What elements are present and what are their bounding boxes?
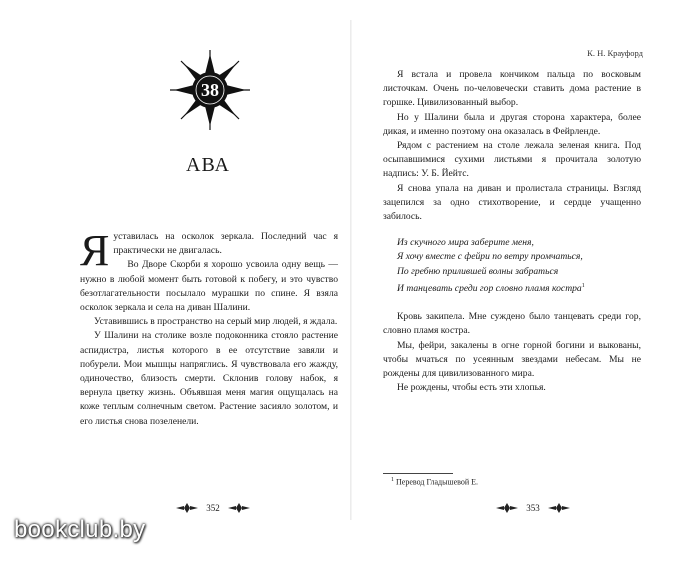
poem-line: Я хочу вместе с фейри по ветру промчаться, [397, 251, 583, 263]
paragraph: Мы, фейри, закалены в огне горной богини и выкованы, чтобы мчаться по усеянным звездами небесам. Мы не рождены для цивилизованного мира. [383, 339, 641, 380]
poem-line: По гребню прилившей волны забраться [397, 265, 559, 277]
ornament-icon [548, 503, 570, 513]
chapter-emblem [168, 48, 252, 132]
paragraph: Во Дворе Скорби я хорошо усвоила одну вещь — нужно в любой момент быть готовой к побегу, и это чувство безотлагательности посылало мурашки по спине. Я взяла осколок зеркала и села на диван Шалини. [80, 259, 338, 314]
ornament-icon [176, 503, 198, 513]
chapter-number: 38 [201, 80, 219, 100]
right-body-text [383, 68, 641, 395]
page-number: 352 [206, 502, 220, 513]
book-spine [350, 20, 352, 520]
poem-line: Из скучного мира заберите меня, [397, 237, 534, 249]
running-head: К. Н. Крауфорд [587, 48, 643, 58]
paragraph: Я снова упала на диван и пролистала страницы. Взгляд зацепился за одно стихотворение, и сердце учащенно забилось. [383, 182, 641, 223]
paragraph: Я уставилась на осколок зеркала. Последний час я практически не двигалась. [80, 226, 338, 275]
ornament-icon [228, 503, 250, 513]
left-page-folio [143, 502, 283, 513]
chapter-title: АВА [186, 154, 230, 176]
paragraph: Не рождены, чтобы есть эти хлопья. [397, 382, 546, 394]
drop-cap: Я [80, 226, 110, 275]
paragraph: Рядом с растением на столе лежала зеленая книга. Под осыпавшимися сухими листьями я прочитала золотую надпись: У. Б. Йейтс. [383, 140, 641, 180]
watermark: bookclub.by [14, 516, 146, 543]
right-page-folio [463, 502, 603, 513]
paragraph: Уставившись в пространство на серый мир людей, я ждала. [94, 316, 338, 328]
right-page [383, 20, 643, 520]
poem-quote [383, 236, 641, 296]
footnote-marker: 1 [581, 282, 585, 289]
footnote: $^1$ Перевод Гладышевой Е. [391, 477, 479, 487]
paragraph: Но у Шалини была и другая сторона характера, более дикая, и именно поэтому она оказалась в Фейрленде. [383, 111, 641, 137]
page-number: 353 [526, 502, 540, 513]
ornament-icon [496, 503, 518, 513]
paragraph: У Шалини на столике возле подоконника стояло растение аспидистра, листья которого в ее отсутствие завяли и побурели. Мои мышцы напряглись. Я чувствовала его жажду, одиночество, близость смерти. Склонив голову набок, я вернула цветку жизнь. Объявшая меня магия ощущалась на коже теплым солнечным светом. Растение засияло золотом, и его листья снова позеленели. [80, 330, 338, 427]
left-body-text [80, 226, 338, 429]
paragraph: Кровь закипела. Мне суждено было танцевать среди гор, словно пламя костра. [383, 311, 641, 337]
left-page [58, 20, 358, 520]
footnote-divider [383, 473, 453, 474]
paragraph: Я встала и провела кончиком пальца по восковым листочкам. Очень по-человечески ставить дома растение в горшке. Цивилизованный выбор. [383, 69, 641, 109]
poem-line: И танцевать среди гор словно пламя костра$^1$ [397, 282, 585, 295]
